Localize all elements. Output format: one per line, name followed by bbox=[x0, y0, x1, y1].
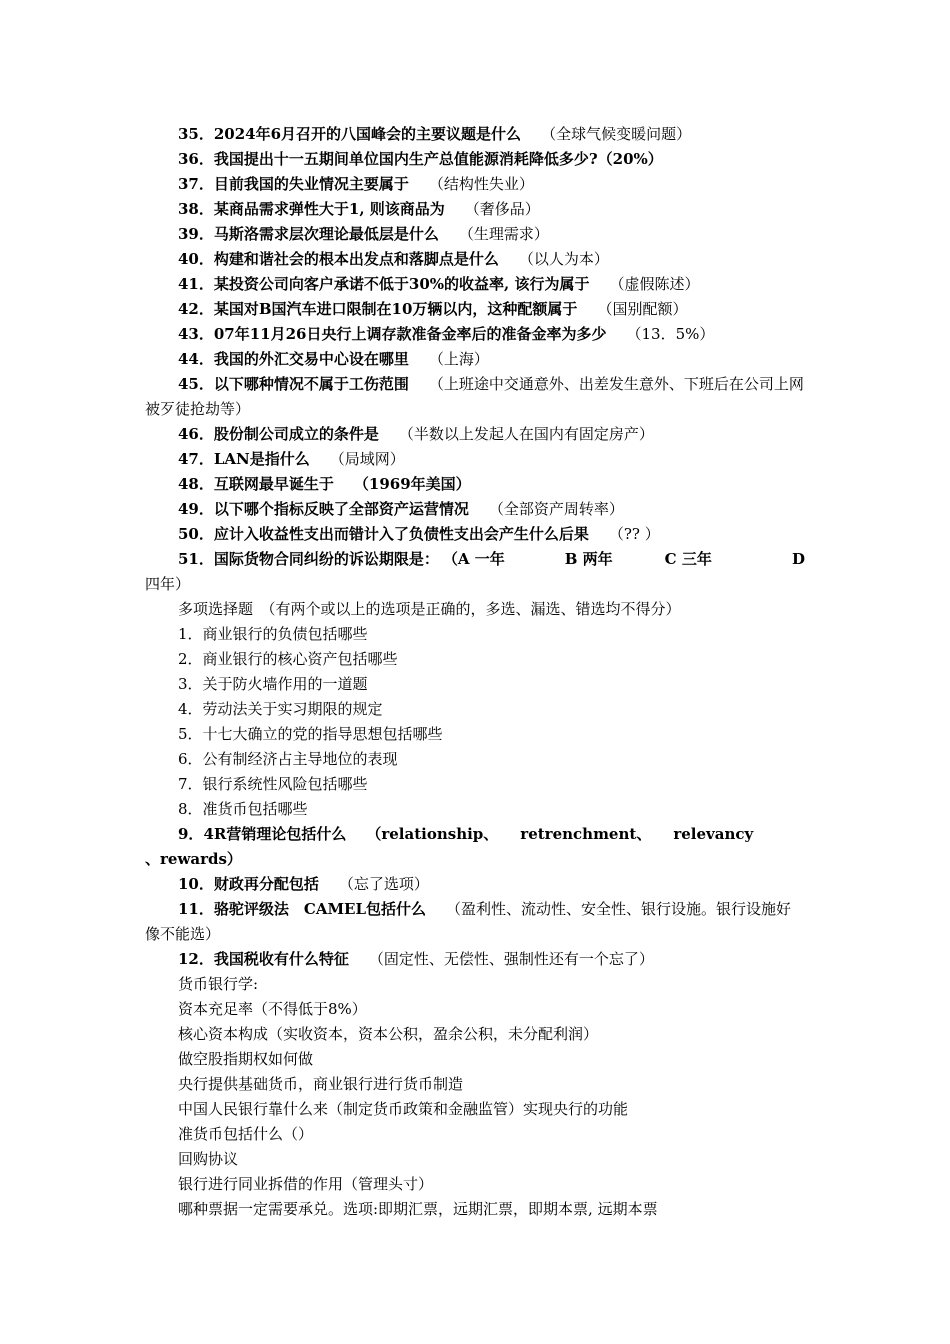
multi-question-11: 11．骆驼评级法 CAMEL包括什么 （盈利性、流动性、安全性、银行设施。银行设施好像不能选） bbox=[145, 900, 792, 943]
document-content bbox=[145, 122, 805, 1222]
multi-question-8: 8．准货币包括哪些 bbox=[178, 800, 308, 818]
question-48: 48．互联网最早诞生于 （1969年美国） bbox=[178, 475, 471, 493]
banking-item: 核心资本构成（实收资本，资本公积，盈余公积，未分配利润） bbox=[178, 1025, 599, 1043]
banking-item: 央行提供基础货币，商业银行进行货币制造 bbox=[178, 1075, 464, 1093]
question-35: 35．2024年6月召开的八国峰会的主要议题是什么 （全球气候变暖问题） bbox=[178, 125, 692, 143]
banking-item: 资本充足率（不得低于8%） bbox=[178, 1000, 367, 1018]
question-40: 40．构建和谐社会的根本出发点和落脚点是什么 （以人为本） bbox=[178, 250, 609, 268]
question-43: 43．07年11月26日央行上调存款准备金率后的准备金率为多少 （13．5%） bbox=[178, 325, 715, 343]
banking-item: 准货币包括什么（） bbox=[178, 1125, 314, 1143]
question-38: 38．某商品需求弹性大于1, 则该商品为 （奢侈品） bbox=[178, 200, 540, 218]
multi-question-12: 12．我国税收有什么特征 （固定性、无偿性、强制性还有一个忘了） bbox=[178, 950, 654, 968]
multi-question-9: 9．4R营销理论包括什么 （relationship、 retrenchment、 relevancy bbox=[178, 825, 754, 843]
question-47: 47．LAN是指什么 （局域网） bbox=[178, 450, 405, 468]
multi-question-10: 10．财政再分配包括 （忘了选项） bbox=[178, 875, 429, 893]
question-39: 39．马斯洛需求层次理论最低层是什么 （生理需求） bbox=[178, 225, 549, 243]
question-46: 46．股份制公司成立的条件是 （半数以上发起人在国内有固定房产） bbox=[178, 425, 654, 443]
question-44: 44．我国的外汇交易中心设在哪里 （上海） bbox=[178, 350, 489, 368]
banking-heading: 货币银行学: bbox=[178, 975, 259, 993]
multi-question-2: 2．商业银行的核心资产包括哪些 bbox=[178, 650, 398, 668]
multi-question-4: 4．劳动法关于实习期限的规定 bbox=[178, 700, 383, 718]
question-51-tail: 四年） bbox=[145, 575, 191, 593]
multi-question-6: 6．公有制经济占主导地位的表现 bbox=[178, 750, 398, 768]
banking-item: 银行进行同业拆借的作用（管理头寸） bbox=[178, 1175, 434, 1193]
banking-item: 回购协议 bbox=[178, 1150, 239, 1168]
banking-item: 哪种票据一定需要承兑。选项:即期汇票，远期汇票，即期本票, 远期本票 bbox=[178, 1200, 658, 1218]
question-37: 37．目前我国的失业情况主要属于 （结构性失业） bbox=[178, 175, 534, 193]
question-50: 50．应计入收益性支出而错计入了负债性支出会产生什么后果 （?? ） bbox=[178, 525, 660, 543]
question-42: 42．某国对B国汽车进口限制在10万辆以内，这种配额属于 （国别配额） bbox=[178, 300, 688, 318]
multi-question-1: 1．商业银行的负债包括哪些 bbox=[178, 625, 368, 643]
multi-question-7: 7．银行系统性风险包括哪些 bbox=[178, 775, 368, 793]
question-41: 41．某投资公司向客户承诺不低于30%的收益率, 该行为属于 （虚假陈述） bbox=[178, 275, 700, 293]
multi-question-3: 3．关于防火墙作用的一道题 bbox=[178, 675, 368, 693]
banking-item: 中国人民银行靠什么来（制定货币政策和金融监管）实现央行的功能 bbox=[178, 1100, 629, 1118]
question-45: 45．以下哪种情况不属于工伤范围 （上班途中交通意外、出差发生意外、下班后在公司上网被歹徒抢劫等） bbox=[145, 375, 804, 418]
multi-question-5: 5．十七大确立的党的指导思想包括哪些 bbox=[178, 725, 443, 743]
banking-item: 做空股指期权如何做 bbox=[178, 1050, 314, 1068]
question-51: 51．国际货物合同纠纷的诉讼期限是： （A 一年 B 两年 C 三年 D bbox=[178, 550, 805, 568]
question-36: 36．我国提出十一五期间单位国内生产总值能源消耗降低多少?（20%） bbox=[178, 150, 663, 168]
question-49: 49．以下哪个指标反映了全部资产运营情况 （全部资产周转率） bbox=[178, 500, 624, 518]
multi-question-9-tail: 、rewards） bbox=[145, 850, 242, 868]
multi-choice-header: 多项选择题 （有两个或以上的选项是正确的，多选、漏选、错选均不得分） bbox=[178, 600, 681, 618]
